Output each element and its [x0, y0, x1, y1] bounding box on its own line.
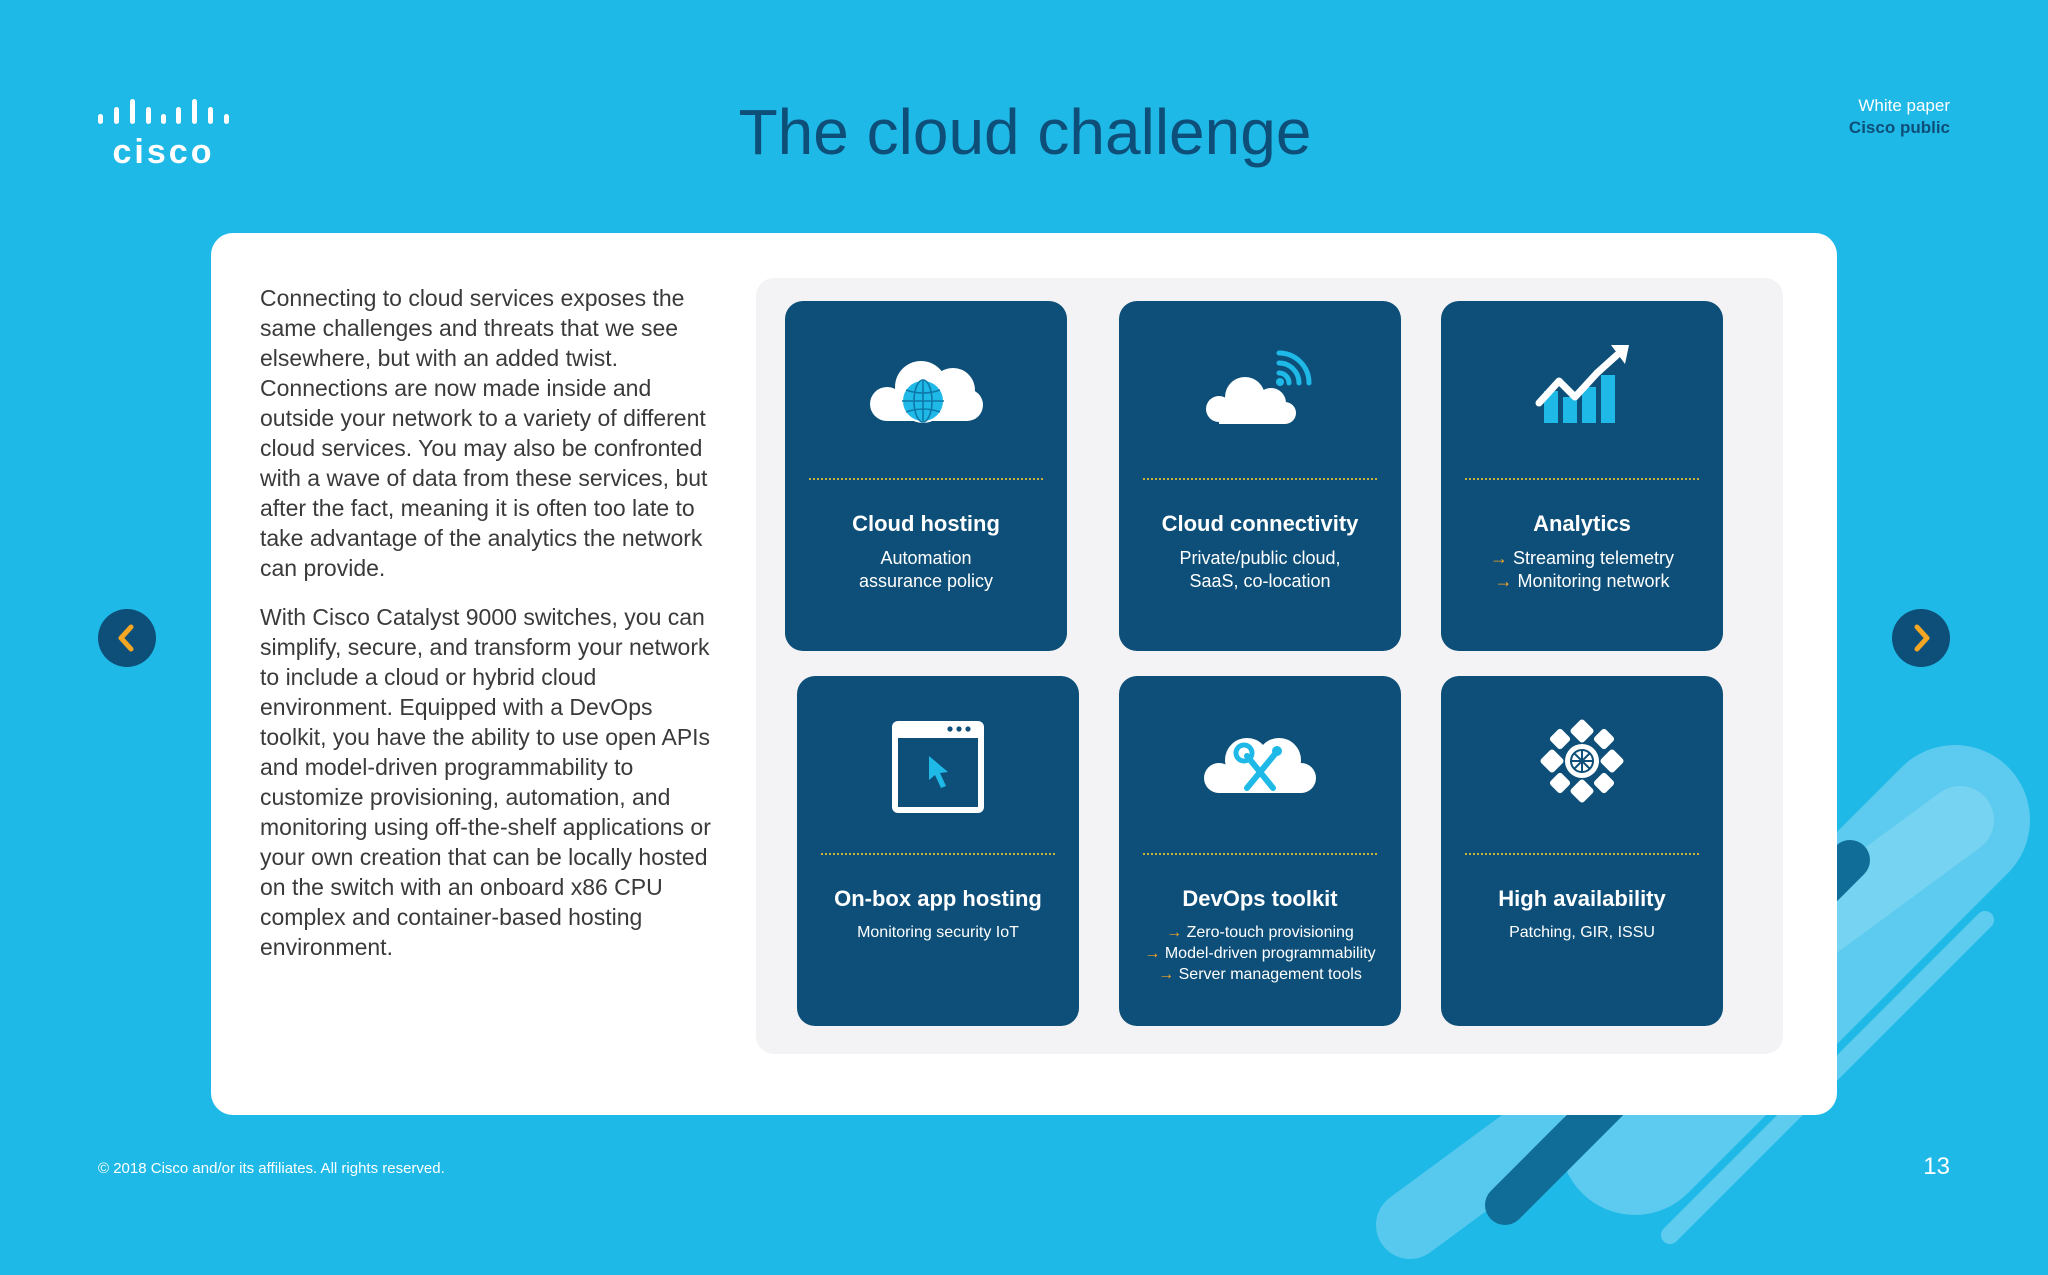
- chevron-left-icon: [98, 609, 156, 667]
- tile-divider: [1465, 853, 1699, 855]
- tile-line: Monitoring security IoT: [857, 924, 1019, 941]
- arrow-icon: →: [1494, 571, 1513, 591]
- tile-cloud-connectivity: [1119, 301, 1401, 651]
- copyright-text: © 2018 Cisco and/or its affiliates. All rights reserved.: [98, 1160, 445, 1177]
- next-page-button[interactable]: [1892, 609, 1950, 667]
- tile-line: → Model-driven programmability: [1144, 945, 1376, 962]
- tile-title: Cloud connectivity: [1161, 511, 1359, 536]
- previous-page-button[interactable]: [98, 609, 156, 667]
- tile-line: → Server management tools: [1158, 966, 1362, 983]
- classification-label: Cisco public: [1848, 118, 1950, 137]
- tile-analytics: [1441, 301, 1723, 651]
- tile-divider: [1465, 478, 1699, 480]
- tile-divider: [1143, 478, 1377, 480]
- network-snowflake-icon: [1517, 716, 1647, 806]
- tile-on-box-app-hosting: [797, 676, 1079, 1026]
- cloud-tools-icon: [1195, 716, 1325, 806]
- tile-line: Automation: [880, 548, 972, 568]
- chevron-right-icon: [1892, 609, 1950, 667]
- tile-title: Analytics: [1533, 511, 1631, 536]
- arrow-icon: →: [1166, 924, 1183, 941]
- cisco-logo: [96, 98, 231, 170]
- features-panel: [756, 278, 1783, 1054]
- arrow-icon: →: [1144, 945, 1161, 962]
- doc-type-label: White paper: [1858, 96, 1950, 115]
- tile-cloud-hosting: [785, 301, 1067, 651]
- body-paragraph: Connecting to cloud services exposes the same challenges and threats that we see elsewhere, but with an added twist. Connections are now made inside and outside your network to a variety of different cloud services. You may also be confronted with a wave of data from these services, but after the fact, meaning it is often too late to take advantage of the analytics the network can provide.: [260, 285, 708, 581]
- tile-devops-toolkit: [1119, 676, 1401, 1026]
- analytics-chart-icon: [1517, 341, 1647, 431]
- arrow-icon: →: [1158, 966, 1175, 983]
- tile-line: → Streaming telemetry: [1489, 548, 1675, 568]
- content-card: [211, 233, 1837, 1115]
- tile-line: Patching, GIR, ISSU: [1509, 924, 1655, 941]
- tile-description: [795, 547, 1057, 593]
- page-title: The cloud challenge: [738, 96, 1312, 168]
- cisco-bars-icon: [96, 98, 231, 132]
- tile-line: SaaS, co-location: [1189, 571, 1331, 591]
- tile-description: [1129, 547, 1391, 593]
- cloud-globe-icon: [861, 341, 991, 431]
- app-window-cursor-icon: [873, 716, 1003, 816]
- tile-description: [807, 922, 1069, 943]
- tile-divider: [1143, 853, 1377, 855]
- page-number: 13: [1923, 1153, 1950, 1180]
- body-paragraph: With Cisco Catalyst 9000 switches, you can simplify, secure, and transform your network to include a cloud or hybrid cloud environment. Equipped with a DevOps toolkit, you have the ability to use open APIs and model-driven programmability to customize provisioning, automation, and monitoring using off-the-shelf applications or your own creation that can be locally hosted on the switch with an onboard x86 CPU complex and container-based hosting environment.: [260, 604, 711, 960]
- tile-description: [1451, 547, 1713, 593]
- tile-description: [1129, 922, 1391, 985]
- cloud-wireless-icon: [1195, 341, 1325, 431]
- tile-title: DevOps toolkit: [1182, 886, 1338, 911]
- tile-title: Cloud hosting: [852, 511, 1000, 536]
- tile-title: High availability: [1498, 886, 1666, 911]
- document-meta: [1849, 95, 1950, 139]
- tile-line: → Zero-touch provisioning: [1166, 924, 1354, 941]
- tile-line: assurance policy: [858, 571, 994, 591]
- tile-line: Private/public cloud,: [1179, 548, 1341, 568]
- tile-line: → Monitoring network: [1494, 571, 1670, 591]
- tile-divider: [809, 478, 1043, 480]
- body-text: [260, 283, 720, 981]
- tile-high-availability: [1441, 676, 1723, 1026]
- arrow-icon: →: [1489, 548, 1508, 568]
- tile-divider: [821, 853, 1055, 855]
- cisco-wordmark: cisco: [112, 133, 215, 171]
- tile-title: On-box app hosting: [834, 886, 1042, 911]
- tile-description: [1451, 922, 1713, 943]
